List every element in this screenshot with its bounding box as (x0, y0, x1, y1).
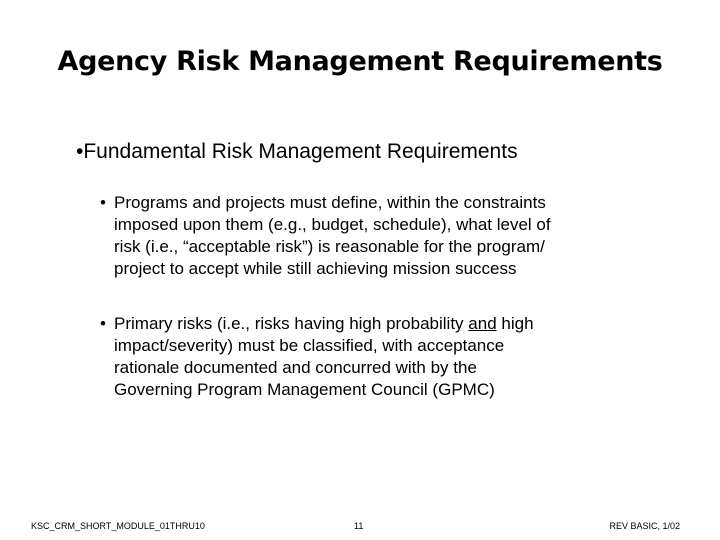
main-bullet-text: Fundamental Risk Management Requirements (83, 140, 518, 163)
underlined-word: and (468, 314, 497, 333)
sub-bullet-line: impact/severity) must be classified, with acceptance (114, 336, 505, 355)
sub-bullet-line (100, 313, 640, 335)
sub-bullet-line: imposed upon them (e.g., budget, schedule), what level of (114, 215, 551, 234)
slide-title: Agency Risk Management Requirements (57, 46, 663, 77)
sub-bullet-primary-risks (100, 313, 640, 401)
sub-bullet-line: risk (i.e., “acceptable risk”) is reasonable for the program/ (114, 237, 545, 256)
bullet-marker: • (100, 314, 106, 333)
sub-bullet-text: Primary risks (i.e., risks having high probability (114, 314, 469, 333)
sub-bullet-line: Programs and projects must define, within the constraints (114, 193, 546, 212)
sub-bullet-text: high (496, 314, 534, 333)
sub-bullet-line: rationale documented and concurred with by the (114, 358, 477, 377)
sub-bullet-line: project to accept while still achieving mission success (114, 259, 517, 278)
sub-bullet-acceptable-risk (100, 192, 640, 280)
footer-revision: REV BASIC, 1/02 (609, 521, 680, 531)
footer-module-id: KSC_CRM_SHORT_MODULE_01THRU10 (31, 521, 205, 531)
footer-page-number: 11 (354, 521, 364, 531)
main-bullet (76, 140, 518, 164)
sub-bullet-line: Governing Program Management Council (GPMC) (114, 380, 495, 399)
bullet-marker: • (76, 140, 84, 163)
bullet-marker: • (100, 193, 106, 212)
